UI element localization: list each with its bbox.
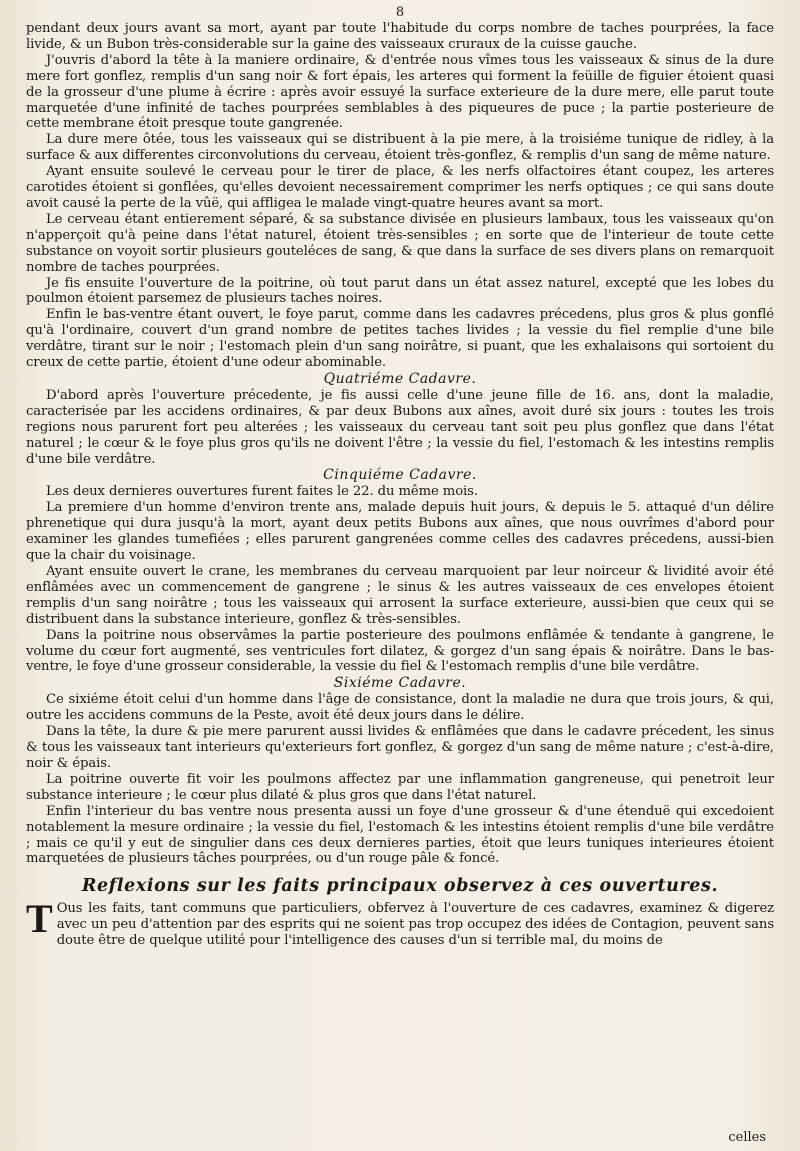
paragraph: Ayant ensuite soulevé le cerveau pour le tirer de place, & les nerfs olfactoires étant coupez, les arteres carotides étoient si gonflées, qu'elles devoient necessairement comprimer les nerfs optiques ; ce qui sans doute avoit causé la perte de la vûë, qui affligea le malade vingt-quatre heures avant sa mort. <box>26 164 774 211</box>
closing-paragraph <box>26 896 774 949</box>
paragraph: D'abord après l'ouverture précedente, je fis aussi celle d'une jeune fille de 16. ans, dont la maladie, caracterisée par les accidens ordinaires, & par deux Bubons aux aînes, avoit duré six jours : toutes les trois regions nous parurent fort peu alterées ; les vaisseaux du cerveau tant soit peu plus gonflez que dans l'état naturel ; le cœur & le foye plus gros qu'ils ne doivent l'être ; la vessie du fiel, l'estomach & les intestins remplis d'une bile verdâtre. <box>26 387 774 467</box>
reflections-title: Reflexions sur les faits principaux observez à ces ouvertures. <box>81 876 719 897</box>
case-three-text <box>26 21 774 371</box>
case-six-heading: Sixiéme Cadavre. <box>333 675 467 692</box>
paragraph: La poitrine ouverte fit voir les poulmons affectez par une inflammation gangreneuse, qui penetroit leur substance interieure ; le cœur plus dilaté & plus gros que dans l'état naturel. <box>26 771 774 803</box>
paragraph: J'ouvris d'abord la tête à la maniere ordinaire, & d'entrée nous vîmes tous les vaisseaux & sinus de la dure mere fort gonflez, remplis d'un sang noir & fort épais, les arteres qui forment la feüille de figuier étoient quasi de la grosseur d'une plume à écrire : après avoir essuyé la surface exterieure de la dure mere, elle parut toute marquetée d'une infinité de taches pourprées semblables à des piqueures de puce ; la partie posterieure de cette membrane étoit presque toute gangrenée. <box>26 52 774 132</box>
paragraph: Enfin le bas-ventre étant ouvert, le foye parut, comme dans les cadavres précedens, plus gros & plus gonflé qu'à l'ordinaire, couvert d'un grand nombre de petites taches livides ; la vessie du fiel remplie d'une bile verdâtre, tirant sur le noir ; l'estomach plein d'un sang noirâtre, si puant, que les exhalaisons qui sortoient du creux de cette partie, étoient d'une odeur abominable. <box>26 307 774 371</box>
page-number: 8 <box>395 5 405 20</box>
paragraph: Dans la poitrine nous observâmes la partie posterieure des poulmons enflâmée & tendante à gangrene, le volume du cœur fort augmenté, ses ventricules fort dilatez, & gorgez d'un sang épais & noirâtre. Dans le bas-ventre, le foye d'une grosseur considerable, la vessie du fiel & l'estomach remplis d'une bile verdâtre. <box>26 627 774 675</box>
paragraph: Dans la tête, la dure & pie mere parurent aussi livides & enflâmées que dans le cadavre précedent, les sinus & tous les vaisseaux tant interieurs qu'exterieurs fort gonflez, & gorgez d'un sang de même nature ; c'est-à-dire, noir & épais. <box>26 724 774 771</box>
paragraph: La premiere d'un homme d'environ trente ans, malade depuis huit jours, & depuis le 5. attaqué d'un délire phrenetique qui dura jusqu'à la mort, ayant deux petits Bubons aux aînes, que nous ouvrîmes d'abord pour examiner les glandes tumefiées ; elles parurent gangrenées comme celles des cadavres précedens, aussi-bien que la chair du voisinage. <box>26 500 774 564</box>
paragraph: Enfin l'interieur du bas ventre nous presenta aussi un foye d'une grosseur & d'une étenduë qui excedoient notablement la mesure ordinaire ; la vessie du fiel, l'estomach & les intestins étoient remplis d'une bile verdâtre ; mais ce qu'il y eut de singulier dans ces deux dernieres parties, étoit que leurs tuniques interieures étoient marquetées de plusieurs tâches pourprées, ou d'un rouge pâle & foncé. <box>26 803 774 867</box>
paragraph: Ayant ensuite ouvert le crane, les membranes du cerveau marquoient par leur noirceur & lividité avoir été enflâmées avec un commencement de gangrene ; le sinus & les autres vaisseaux de ces envelopes étoient remplis d'un sang noirâtre ; tous les vaisseaux qui arrosent la surface exterieure, aussi-bien que ceux qui se distribuent dans la substance interieure, gonflez & très-sensibles. <box>26 564 774 627</box>
paragraph: pendant deux jours avant sa mort, ayant par toute l'habitude du corps nombre de taches pourprées, la face livide, & un Bubon très-considerable sur la gaine des vaisseaux cruraux de la cuisse gauche. <box>26 21 774 52</box>
paragraph: Le cerveau étant entierement séparé, & sa substance divisée en plusieurs lambaux, tous les vaisseaux qu'on n'apperçoit qu'à peine dans l'état naturel, étoient très-sensibles ; en sorte que de l'interieur de toute cette substance on voyoit sortir plusieurs gouteléces de sang, & que dans la surface de ses divers plans on remarquoit nombre de taches pourprées. <box>26 211 774 275</box>
paragraph: La dure mere ôtée, tous les vaisseaux qui se distribuent à la pie mere, à la troisiéme tunique de ridley, à la surface & aux differentes circonvolutions du cerveau, étoient très-gonflez, & remplis d'un sang de même nature. <box>26 132 774 164</box>
closing-text: Ous les faits, tant communs que particuliers, obfervez à l'ouverture de ces cadavres, examinez & digerez avec un peu d'attention par des esprits qui ne soient pas trop occupez des idées de Contagion, peuvent sans doute être de quelque utilité pour l'intelligence des causes d'un si terrible mal, du moins de <box>56 901 774 949</box>
case-four-heading: Quatriéme Cadavre. <box>323 370 477 387</box>
paragraph: Je fis ensuite l'ouverture de la poitrine, où tout parut dans un état assez naturel, excepté que les lobes du poulmon étoient parsemez de plusieurs taches noires. <box>26 275 774 307</box>
drop-cap-letter: T <box>26 896 53 942</box>
paragraph: Ce sixiéme étoit celui d'un homme dans l'âge de consistance, dont la maladie ne dura que trois jours, & qui, outre les accidens communs de la Peste, avoit été deux jours dans le délire. <box>26 692 774 724</box>
catchword: celles <box>728 1130 766 1145</box>
paragraph: Les deux dernieres ouvertures furent faites le 22. du même mois. <box>46 484 478 500</box>
case-five-heading: Cinquiéme Cadavre. <box>323 467 477 484</box>
